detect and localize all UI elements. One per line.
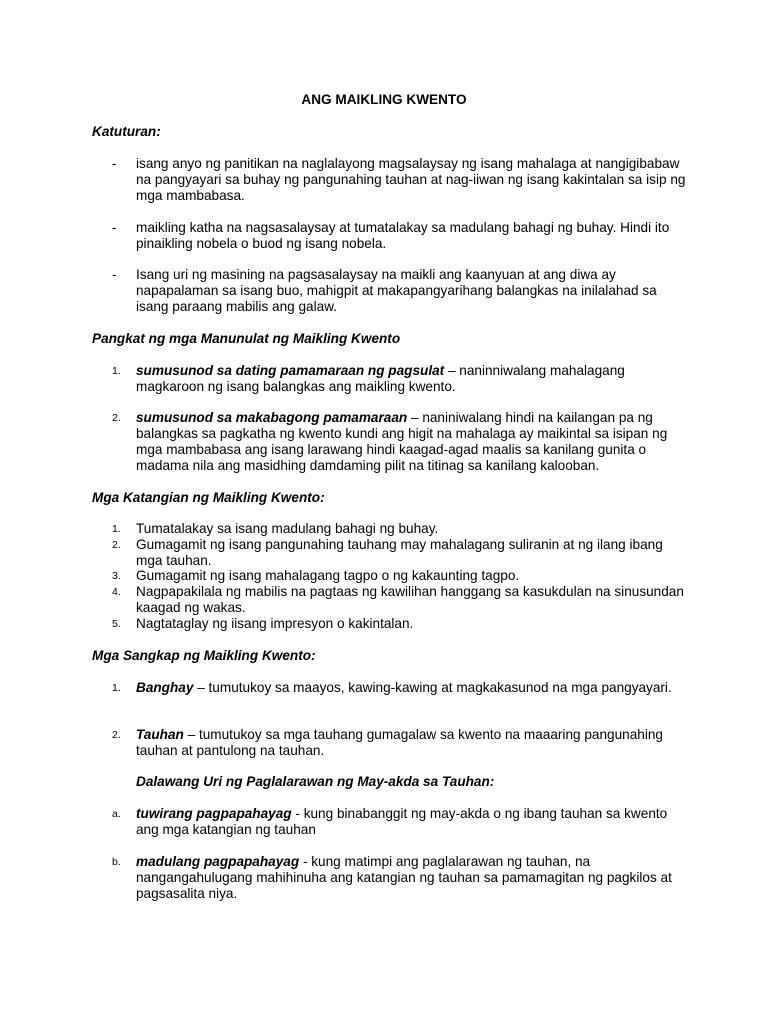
document-title: ANG MAIKLING KWENTO	[301, 92, 467, 107]
paglalarawan-desc: - kung matimpi ang paglalarawan ng tauhan, na nangangahulugang mahihinuha ang katangian ng tauhan sa pamamagitan ng pagkilos at pagsasalita niya.	[136, 854, 672, 901]
katangian-text: Gumagamit ng isang pangunahing tauhang may mahalagang suliranin at ng ilang ibang mga tauhan.	[136, 537, 663, 568]
list-letter: b.	[112, 856, 121, 868]
paglalarawan-term: madulang pagpapahayag	[136, 854, 300, 869]
heading-paglalarawan: Dalawang Uri ng Paglalarawan ng May-akda sa Tauhan:	[136, 774, 495, 789]
pangkat-text	[136, 363, 686, 395]
list-marker: -	[112, 220, 117, 235]
katuturan-text: maikling katha na nagsasalaysay at tumatalakay sa madulang bahagi ng buhay. Hindi ito pinaikling nobela o buod ng isang nobela.	[136, 220, 670, 251]
katangian-text: Tumatalakay sa isang madulang bahagi ng buhay.	[136, 521, 439, 536]
katangian-text: Gumagamit ng isang mahalagang tagpo o ng kakaunting tagpo.	[136, 568, 520, 583]
list-letter: a.	[112, 808, 121, 820]
katangian-text: Nagtataglay ng iisang impresyon o kakintalan.	[136, 616, 414, 631]
pangkat-desc: – naniniwalang hindi na kailangan pa ng balangkas sa pagkatha ng kwento kundi ang higit na mahalaga ay maikintal sa isipan ng mga mambabasa ang isang larawang hindi kaagad-agad maalis sa kanilang gunita o madama nila ang masidhing damdaming pilit na titinag sa kanilang kalooban.	[136, 410, 668, 473]
sangkap-term: Tauhan	[136, 727, 184, 742]
list-number: 1.	[112, 523, 121, 535]
list-number: 2.	[112, 412, 121, 424]
heading-katuturan: Katuturan:	[92, 124, 161, 139]
sangkap-desc: – tumutukoy sa mga tauhang gumagalaw sa kwento na maaaring pangunahing tauhan at pantulong na tauhan.	[136, 727, 663, 758]
paglalarawan-text	[136, 854, 686, 902]
heading-sangkap: Mga Sangkap ng Maikling Kwento:	[92, 648, 316, 663]
pangkat-desc: – naninniwalang mahalagang magkaroon ng isang balangkas ang maikling kwento.	[136, 363, 625, 394]
katuturan-text: Isang uri ng masining na pagsasalaysay na maikli ang kaanyuan at ang diwa ay napapalaman sa isang buo, mahigpit at makapangyarihang balangkas na inilalahad sa isang paraang mabilis ang galaw.	[136, 267, 657, 314]
pangkat-term: sumusunod sa dating pamamaraan ng pagsulat	[136, 363, 445, 378]
list-number: 5.	[112, 618, 121, 630]
list-number: 2.	[112, 539, 121, 551]
sangkap-text	[136, 727, 686, 759]
list-number: 3.	[112, 570, 121, 582]
list-marker: -	[112, 267, 117, 282]
katuturan-text: isang anyo ng panitikan na naglalayong magsalaysay ng isang mahalaga at nangigibabaw na pangyayari sa buhay ng pangunahing tauhan at nag-iiwan ng isang kakintalan sa isip ng mga mambabasa.	[136, 156, 686, 203]
paglalarawan-term: tuwirang pagpapahayag	[136, 806, 292, 821]
heading-katangian: Mga Katangian ng Maikling Kwento:	[92, 490, 325, 505]
list-marker: -	[112, 156, 117, 171]
sangkap-term: Banghay	[136, 680, 194, 695]
sangkap-text	[136, 680, 686, 696]
katangian-text: Nagpapakilala ng mabilis na pagtaas ng kawilihan hanggang sa kasukdulan na sinusundan kaagad ng wakas.	[136, 584, 684, 615]
paglalarawan-text	[136, 806, 686, 838]
pangkat-text	[136, 410, 686, 474]
pangkat-term: sumusunod sa makabagong pamamaraan	[136, 410, 408, 425]
list-number: 1.	[112, 365, 121, 377]
paglalarawan-desc: - kung binabanggit ng may-akda o ng ibang tauhan sa kwento ang mga katangian ng tauhan	[136, 806, 668, 837]
list-number: 2.	[112, 729, 121, 741]
heading-pangkat: Pangkat ng mga Manunulat ng Maikling Kwento	[92, 331, 401, 346]
list-number: 1.	[112, 682, 121, 694]
sangkap-desc: – tumutukoy sa maayos, kawing-kawing at magkakasunod na mga pangyayari.	[193, 680, 672, 695]
list-number: 4.	[112, 586, 121, 598]
